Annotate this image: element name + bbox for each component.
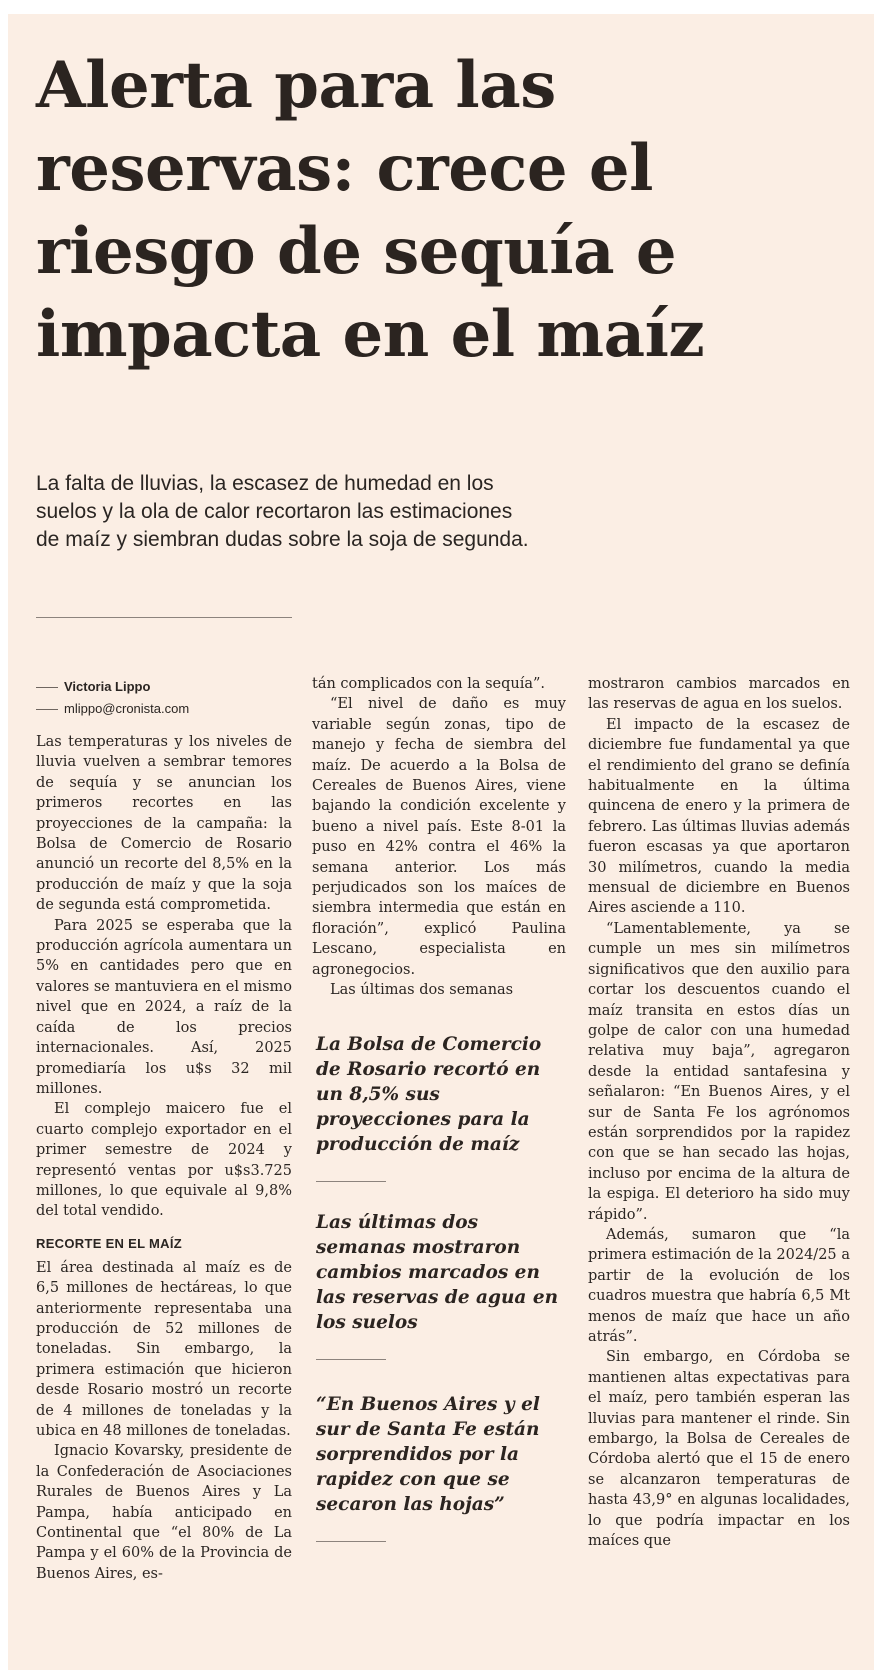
paragraph: Sin embargo, en Córdoba se mantienen altas expectativas para el maíz, pero también esperan las lluvias para mantener el rinde. Sin embargo, la Bolsa de Cereales de Córdoba alertó que el 15 de enero se alcanzaron temperaturas de hasta 43,9° en algunas localidades, lo que podría impactar en los maíces que (588, 1349, 850, 1550)
article-column-3 (588, 674, 850, 1551)
paragraph: El área destinada al maíz es de 6,5 millones de hectáreas, lo que anteriormente representaba una producción de 52 millones de toneladas. Sin embargo, la primera estimación que hicieron desde Rosario mostró un recorte de 4 millones de toneladas y la ubica en 48 millones de toneladas. (36, 1259, 292, 1439)
pull-quote-3 (316, 1392, 562, 1542)
paragraph: Las últimas dos semanas (330, 982, 514, 999)
byline-dash (36, 709, 58, 710)
paragraph: Para 2025 se esperaba que la producción agrícola aumentara un 5% en cantidades pero que en valores se mantuviera en el mismo nivel que en 2024, a raíz de la caída de los precios internacionales. Así, 2025 promediaría los u$s 32 mil millones. (36, 917, 292, 1097)
author-email[interactable]: mlippo@cronista.com (64, 701, 190, 716)
section-subhead: RECORTE EN EL MAÍZ (36, 1235, 183, 1251)
headline-line-2: reservas: crece el (36, 131, 653, 206)
pull-quote-2 (316, 1210, 562, 1360)
pull-quote-text: La Bolsa de Comercio de Rosario recortó en un 8,5% sus proyecciones para la producción de maíz (316, 1034, 542, 1155)
pull-quote-text: “En Buenos Aires y el sur de Santa Fe están sorprendidos por la rapidez con que se secaron las hojas” (316, 1394, 540, 1515)
paragraph: Además, sumaron que “la primera estimación de la 2024/25 a partir de la evolución de los cuadros muestra que habría 6,5 Mt menos de maíz que hace un año atrás”. (588, 1226, 850, 1345)
byline (36, 676, 292, 720)
paragraph: El complejo maicero fue el cuarto complejo exportador en el primer semestre de 2024 y representó ventas por u$s3.725 millones, lo que equivale al 9,8% del total vendido. (36, 1101, 292, 1220)
quote-divider (316, 1181, 386, 1182)
byline-dash (36, 687, 58, 688)
headline-line-1: Alerta para las (36, 48, 556, 123)
author-name: Victoria Lippo (64, 679, 151, 694)
paragraph: mostraron cambios marcados en las reservas de agua en los suelos. (588, 676, 850, 713)
pull-quote-text: Las últimas dos semanas mostraron cambios marcados en las reservas de agua en los suelos (316, 1212, 559, 1333)
pull-quote-1 (316, 1032, 562, 1182)
paragraph: Las temperaturas y los niveles de lluvia vuelven a sembrar temores de sequía y se anuncian los primeros recortes en las proyecciones de la campaña: la Bolsa de Comercio de Rosario anunció un recorte del 8,5% en la producción de maíz y que la soja de segunda está comprometida. (36, 734, 292, 914)
newspaper-page (8, 14, 874, 1670)
paragraph: Ignacio Kovarsky, presidente de la Confederación de Asociaciones Rurales de Buenos Aires y La Pampa, había anticipado en Continental que “el 80% de La Pampa y el 60% de la Provincia de Buenos Aires, es- (36, 1443, 292, 1582)
headline (36, 44, 856, 376)
headline-line-3: riesgo de sequía e (36, 214, 677, 289)
article-column-2 (312, 674, 566, 1001)
paragraph: “El nivel de daño es muy variable según zonas, tipo de manejo y fecha de siembra del maíz. De acuerdo a la Bolsa de Cereales de Buenos Aires, viene bajando la condición excelente y bueno a nivel país. Este 8-01 la puso en 42% contra el 46% la semana anterior. Los más perjudicados son los maíces de siembra intermedia que están en floración”, explicó Paulina Lescano, especialista en agronegocios. (312, 696, 566, 978)
paragraph: El impacto de la escasez de diciembre fue fundamental ya que el rendimiento del grano se definía habitualmente en la última quincena de enero y la primera de febrero. Las últimas lluvias además fueron escasas ya que aportaron 30 milímetros, cuando la media mensual de diciembre en Buenos Aires asciende a 110. (588, 716, 850, 917)
paragraph: tán complicados con la sequía”. (312, 676, 546, 692)
lead-divider (36, 617, 292, 618)
article-column-1 (36, 676, 292, 1584)
quote-divider (316, 1359, 386, 1360)
paragraph: “Lamentablemente, ya se cumple un mes sin milímetros significativos que den auxilio para cortar los descuentos cuando el maíz transita en estos días un golpe de calor con una humedad relativa muy baja”, agregaron desde la entidad santafesina y señalaron: “En Buenos Aires, y el sur de Santa Fe los agrónomos están sorprendidos por la rapidez con que se han secado las hojas, incluso por encima de la altura de la espiga. El deterioro ha sido muy rápido”. (588, 920, 850, 1223)
lead-paragraph: La falta de lluvias, la escasez de humedad en los suelos y la ola de calor recortaron las estimaciones de maíz y siembran dudas sobre la soja de segunda. (36, 472, 529, 551)
quote-divider (316, 1541, 386, 1542)
headline-line-4: impacta en el maíz (36, 297, 705, 372)
